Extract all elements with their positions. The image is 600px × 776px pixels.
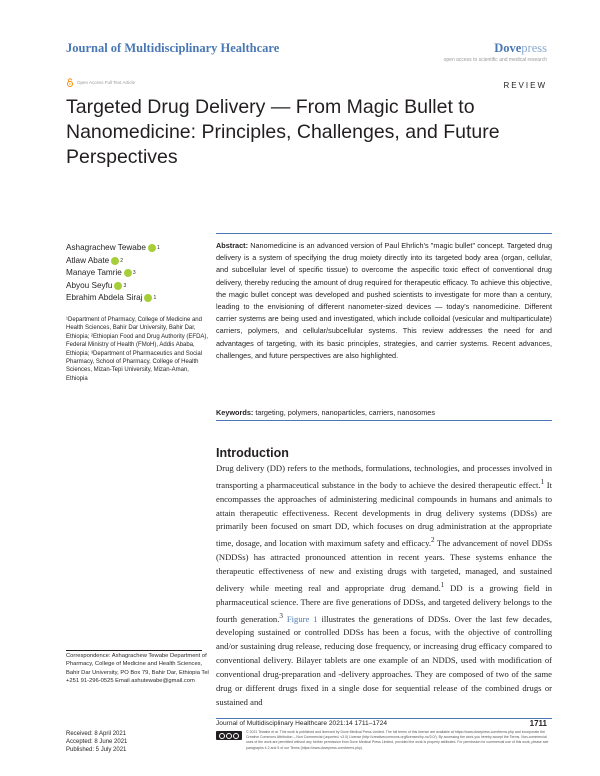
correspondence-rule [66,650,202,651]
page-number: 1711 [529,719,547,728]
correspondence: Correspondence: Ashagrachew Tewabe Department of Pharmacy, College of Medicine and Health Sciences, Bahir Dar University, PO Box 79, Bahir Dar, Ethiopia Tel +251 91-296-0525 Email ashutewabe@gmail.com [66,653,209,684]
author-affiliation-mark: 1 [153,295,157,301]
received-date: Received: 8 April 2021 [66,731,127,737]
brand-strong: Dove [494,41,522,55]
author-name[interactable]: Ashagrachew Tewabe [66,243,146,252]
publisher-tagline: open access to scientific and medical research [443,57,547,63]
open-access-text: Open Access Full Text Article [77,80,135,85]
author-affiliation-mark: 1 [156,245,160,251]
abstract-label: Abstract: [216,241,249,250]
introduction-body [216,462,552,710]
article-title: Targeted Drug Delivery — From Magic Bullet to Nanomedicine: Principles, Challenges, and Future Perspectives [66,96,500,168]
abstract-text: Nanomedicine is an advanced version of Paul Ehrlich's "magic bullet" concept. Targeted drug delivery is a system of specifying the drug moiety directly into its targeted body area (organ, cellular, and subcellular level of specific tissue) to overcome the aspecific toxic effect of conventional drug delivery, thereby reducing the amount of drug required for therapeutic efficacy. To achieve this objective, the magic bullet concept was developed and pushed scientists to investigate for more than a century, leading to the envisioning of different nanometer-sized devices — today's nanomedicine. Different carrier systems are being used and investigated, which include colloidal (vesicular and multiparticulate) carriers, polymers, and cellular/subcellular systems. This review addresses the need for and advantages of targeting, with its basic principles, strategies, and carrier systems. Recent advances, challenges, and future perspectives are also highlighted. [216,241,552,360]
intro-text: It encompasses the approaches of administering medicinal compounds in humans and animals to attain therapeutic effectiveness. Recent developments in drug delivery systems (DDSs) are primarily been focused on smart DD, which focuses on drug administration at the appropriate time, dosage, and location with maximum safety and efficacy. [216,479,552,549]
published-date: Published: 5 July 2021 [66,747,127,754]
author-name[interactable]: Ebrahim Abdela Siraj [66,293,143,302]
abstract [216,240,552,362]
orcid-icon[interactable] [111,257,119,265]
intro-text: The advancement of novel DDSs (NDDSs) has attracted pronounced attention in recent years. These systems enhance the therapeutic effectiveness of new and existing drugs with targeted, managed, and sustained delivery while meeting real and appropriate drug demand. [216,538,552,593]
publisher-logo[interactable] [494,41,547,56]
author-name[interactable]: Manaye Tamrie [66,268,122,277]
author-name[interactable]: Atlaw Abate [66,255,110,265]
orcid-icon[interactable] [144,294,152,302]
intro-text: DD is a growing field in pharmaceutical science. There are five generations of DDSs, and targeted delivery belongs to the fourth generation. [216,582,552,624]
affiliations: ¹Department of Pharmacy, College of Medicine and Health Sciences, Bahir Dar University, Bahir Dar, Ethiopia; ²Ethiopian Food and Drug Authority (EFDA), Federal Ministry of Health (FMoH), Addis Ababa, Ethiopia; ³Department of Pharmaceutics and Social Pharmacy, School of Pharmacy, College of Health Sciences, Mizan-Tepi University, Mizan-Aman, Ethiopia [66,317,209,382]
abstract-top-rule [216,233,552,234]
author-item[interactable] [66,242,216,255]
orcid-icon[interactable] [148,244,156,252]
section-heading-introduction: Introduction [216,446,289,460]
author-list [66,242,216,305]
abstract-bottom-rule [216,420,552,421]
author-item[interactable] [66,255,216,268]
figure-link[interactable]: Figure 1 [286,613,318,624]
author-affiliation-mark: 2 [120,257,124,264]
article-type: REVIEW [503,81,547,90]
author-affiliation-mark: 3 [132,270,136,276]
intro-text: illustrates the generations of DDSs. Over the last few decades, developing sustained or controlled DDSs has been a focus, with the objective of controlling and/or sustaining drug release, reducing dose frequency, or increasing drug efficacy compared to conventional delivery. Bilayer tablets are one example of an NDDS, used with modification of conventional drug-preparation and -delivery approaches. They are composed of two of the same drug or different drugs fixed in a single dose for sequential release of the combined drugs or sustained and [216,613,552,707]
author-item[interactable] [66,280,216,293]
accepted-date: Accepted: 8 June 2021 [66,739,128,746]
creative-commons-icon[interactable] [216,731,242,740]
open-access-lock-icon [66,78,74,87]
citation-ref[interactable]: 2 [431,536,435,545]
orcid-icon[interactable] [114,282,122,290]
citation-ref[interactable]: 1 [440,580,445,589]
author-name[interactable]: Abyou Seyfu [66,280,113,290]
journal-name[interactable]: Journal of Multidisciplinary Healthcare [66,41,280,55]
keywords-text: targeting, polymers, nanoparticles, carriers, nanosomes [255,408,436,417]
brand-light: press [521,41,547,55]
open-access-label [66,78,135,87]
orcid-icon[interactable] [124,269,132,277]
citation-ref[interactable]: 3 [279,611,283,620]
keywords-label: Keywords: [216,408,254,417]
keywords [216,408,552,417]
citation-ref[interactable]: 1 [540,477,545,486]
copyright-notice: © 2021 Tewabe et al. This work is published and licensed by Dove Medical Press Limited. The full terms of this license are available at https://www.dovepress.com/terms.php and incorporate the Creative Commons Attribution – Non Commercial (unported, v3.0) License (http://creativecommons.org/licenses/by-nc/3.0/). By accessing the work you hereby accept the Terms. Non-commercial uses of the work are permitted without any further permission from Dove Medical Press Limited, provided the work is properly attributed. For permission for commercial use of this work, please see paragraphs 4.2 and 5 of our Terms (https://www.dovepress.com/terms.php). [246,730,549,750]
author-item[interactable] [66,267,216,280]
author-affiliation-mark: 3 [123,282,127,289]
footer-citation: Journal of Multidisciplinary Healthcare 2021:14 1711–1724 [216,720,388,727]
article-dates [66,730,127,755]
footer-rule [216,718,552,719]
author-item[interactable] [66,292,216,305]
intro-text: Drug delivery (DD) refers to the methods, formulations, technologies, and processes involved in transporting a pharmaceutical substance in the body to achieve the desired therapeutic effect. [216,463,552,490]
